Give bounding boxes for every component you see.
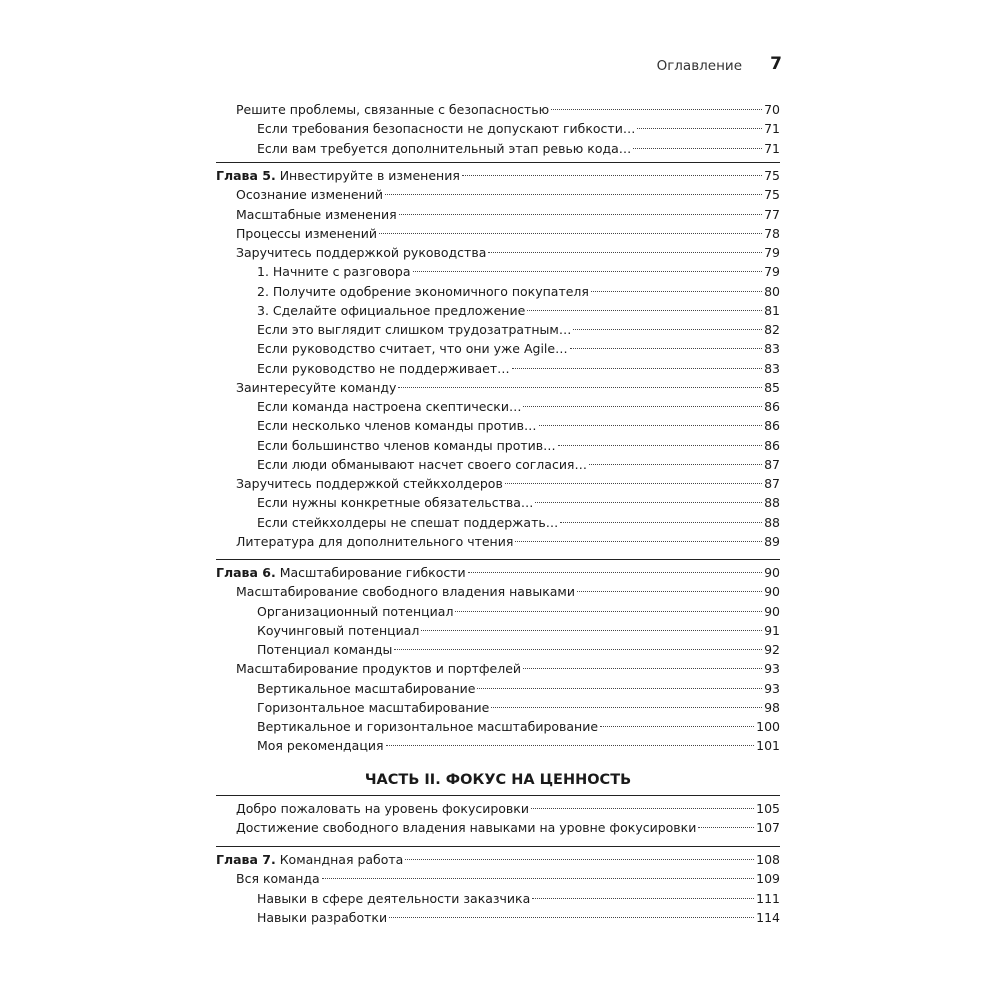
toc-entry-title (257, 640, 392, 660)
toc-page-number: 107 (756, 820, 780, 836)
dot-leader (558, 445, 762, 446)
dot-leader (589, 464, 762, 465)
toc-entry-title (236, 818, 696, 838)
toc-entry-title (257, 359, 510, 379)
toc-page-number: 101 (756, 738, 780, 754)
toc-page-number: 108 (756, 852, 780, 867)
toc-entry-title (216, 563, 466, 583)
dot-leader (560, 522, 762, 523)
toc-entry-title (257, 493, 533, 513)
toc-entry-title (257, 119, 635, 139)
dot-leader (455, 611, 762, 612)
toc-entry[interactable] (236, 205, 780, 225)
dot-leader (399, 214, 762, 215)
toc-entry[interactable] (257, 282, 780, 302)
toc-entry[interactable] (257, 698, 780, 718)
toc-entry[interactable] (257, 119, 780, 139)
entry-text: Вся команда (236, 871, 320, 887)
toc-page-number: 81 (764, 302, 780, 318)
toc-page-number: 93 (764, 680, 780, 696)
toc-entry-title (236, 659, 521, 679)
chapter-number: Глава 6. (216, 565, 276, 580)
toc-page-number: 85 (764, 379, 780, 395)
toc-entry[interactable] (257, 736, 780, 756)
toc-entry-title (236, 224, 377, 244)
toc-entry[interactable] (236, 474, 780, 494)
toc-entry-title (236, 474, 503, 494)
entry-text: Если команда настроена скептически… (257, 399, 522, 414)
entry-text: Навыки разработки (257, 909, 388, 925)
toc-entry[interactable] (236, 659, 780, 679)
toc-entry[interactable] (257, 602, 780, 622)
toc-entry[interactable] (257, 640, 780, 660)
entry-text: Процессы изменений (236, 225, 377, 241)
entry-text: Инвестируйте в изменения (279, 168, 460, 183)
toc-page-number: 90 (764, 603, 780, 619)
toc-entry-title (257, 397, 521, 417)
dot-leader (577, 591, 762, 592)
toc-entry[interactable] (257, 717, 780, 737)
dot-leader (539, 425, 763, 426)
dot-leader (413, 271, 763, 272)
dot-leader (637, 128, 762, 129)
toc-entry-title (257, 320, 571, 340)
entry-text: Навыки в сфере деятельности заказчика (257, 890, 531, 906)
toc-entry-title (257, 602, 453, 622)
chapter-number: Глава 5. (216, 168, 276, 183)
entry-text: Если вам требуется дополнительный этап ревью кода… (257, 140, 632, 156)
entry-text: 1. Начните с разговора (257, 264, 411, 280)
toc-entry-title (236, 243, 486, 263)
dot-leader (477, 688, 762, 689)
toc-entry[interactable] (257, 397, 780, 417)
entry-text: Если это выглядит слишком трудозатратным… (257, 322, 572, 337)
toc-entry[interactable] (236, 582, 780, 602)
dot-leader (491, 707, 762, 708)
toc-entry-title (257, 889, 530, 909)
toc-page-number: 80 (764, 283, 780, 299)
dot-leader (512, 368, 762, 369)
entry-text: Решите проблемы, связанные с безопасностью (236, 102, 550, 117)
toc-page-number: 100 (756, 719, 780, 734)
toc-entry-title (257, 621, 419, 641)
entry-text: Вертикальное и горизонтальное масштабирование (257, 719, 599, 734)
dot-leader (535, 502, 762, 503)
entry-text: Масштабирование продуктов и портфелей (236, 661, 522, 677)
toc-page-number: 71 (764, 140, 780, 156)
toc-entry[interactable] (257, 262, 780, 282)
toc-entry[interactable] (236, 185, 780, 205)
dot-leader (468, 572, 762, 573)
dot-leader (398, 387, 762, 388)
toc-entry-title (236, 799, 529, 819)
toc-page-number: 78 (764, 225, 780, 241)
entry-text: Моя рекомендация (257, 738, 384, 754)
entry-text: Если нужны конкретные обязательства… (257, 495, 534, 511)
toc-page-number: 79 (764, 245, 780, 260)
toc-page-number: 90 (764, 565, 780, 580)
toc-entry[interactable] (257, 908, 780, 928)
entry-text: Литература для дополнительного чтения (236, 533, 514, 549)
toc-page-number: 92 (764, 642, 780, 657)
toc-entry-title (257, 282, 589, 302)
entry-text: Масштабирование гибкости (279, 565, 466, 580)
entry-text: Потенциал команды (257, 642, 393, 657)
dot-leader (570, 348, 763, 349)
toc-entry-title (257, 908, 387, 928)
toc-chapter-entry[interactable] (216, 850, 780, 870)
toc-page-number: 93 (764, 661, 780, 677)
entry-text: Масштабные изменения (236, 206, 397, 222)
dot-leader (573, 329, 762, 330)
dot-leader (591, 291, 762, 292)
toc-entry-title (257, 736, 384, 756)
entry-text: Заинтересуйте команду (236, 379, 397, 395)
entry-text: Горизонтальное масштабирование (257, 699, 490, 715)
toc-entry-title (257, 717, 598, 737)
toc-entry[interactable] (236, 224, 780, 244)
entry-text: Коучинговый потенциал (257, 622, 420, 638)
toc-entry-title (257, 139, 631, 159)
toc-entry[interactable] (236, 869, 780, 889)
toc-entry[interactable] (257, 301, 780, 321)
toc-chapter-entry[interactable] (216, 563, 780, 583)
toc-entry[interactable] (236, 532, 780, 552)
entry-text: Вертикальное масштабирование (257, 680, 476, 696)
toc-entry[interactable] (257, 513, 780, 533)
toc-page-number: 105 (756, 801, 780, 816)
toc-entry-title (257, 698, 489, 718)
toc-page-number: 75 (764, 168, 780, 183)
dot-leader (379, 233, 762, 234)
toc-entry[interactable] (236, 799, 780, 819)
dot-leader (405, 859, 754, 860)
chapter-number: Глава 7. (216, 852, 276, 867)
toc-page-number: 90 (764, 584, 780, 600)
dot-leader (488, 252, 762, 253)
toc-entry-title (257, 416, 537, 436)
dot-leader (531, 808, 754, 809)
dot-leader (421, 630, 762, 631)
toc-page-number: 89 (764, 533, 780, 549)
toc-page-number: 86 (764, 418, 780, 434)
toc-page-number: 88 (764, 495, 780, 511)
entry-text: Если руководство считает, что они уже Agile… (257, 341, 568, 357)
dot-leader (515, 541, 762, 542)
toc-entry-title (257, 679, 475, 699)
toc-page-number: 88 (764, 514, 780, 530)
toc-entry-title (216, 166, 460, 186)
dot-leader (600, 726, 754, 727)
toc-page-number: 111 (756, 890, 780, 906)
toc-entry-title (236, 205, 397, 225)
entry-text: Осознание изменений (236, 187, 383, 203)
toc-entry[interactable] (236, 378, 780, 398)
section-divider (216, 162, 780, 163)
toc-entry[interactable] (257, 493, 780, 513)
entry-text: Организационный потенциал (257, 603, 454, 619)
dot-leader (505, 483, 762, 484)
toc-page-number: 109 (756, 871, 780, 887)
toc-page-number: 98 (764, 699, 780, 715)
entry-text: 3. Сделайте официальное предложение (257, 302, 526, 318)
toc-entry[interactable] (257, 889, 780, 909)
dot-leader (389, 917, 754, 918)
toc-page-number: 79 (764, 264, 780, 280)
dot-leader (527, 310, 762, 311)
toc-entry-title (236, 100, 549, 120)
entry-text: Если несколько членов команды против… (257, 418, 537, 434)
toc-entry-title (257, 301, 525, 321)
section-divider (216, 559, 780, 560)
toc-entry[interactable] (236, 100, 780, 120)
toc-page-number: 70 (764, 102, 780, 117)
toc-entry[interactable] (257, 320, 780, 340)
toc-entry[interactable] (236, 818, 780, 838)
toc-entry[interactable] (257, 436, 780, 456)
toc-entry[interactable] (257, 621, 780, 641)
toc-entry-title (236, 378, 396, 398)
toc-page-number: 75 (764, 187, 780, 203)
toc-entry-title (257, 262, 411, 282)
entry-text: 2. Получите одобрение экономичного покупателя (257, 283, 589, 299)
toc-page-number: 82 (764, 322, 780, 337)
toc-page-number: 83 (764, 360, 780, 376)
toc-entry[interactable] (257, 359, 780, 379)
toc-entry[interactable] (236, 243, 780, 263)
toc-entry-title (236, 532, 513, 552)
toc-entry-title (236, 185, 383, 205)
dot-leader (633, 148, 762, 149)
entry-text: Заручитесь поддержкой стейкхолдеров (236, 476, 503, 491)
section-divider (216, 795, 780, 796)
entry-text: Если большинство членов команды против… (257, 437, 556, 453)
toc-page-number: 87 (764, 476, 780, 491)
toc-page-number: 86 (764, 399, 780, 414)
page-number: 7 (770, 54, 782, 74)
dot-leader (385, 194, 762, 195)
dot-leader (523, 668, 762, 669)
part-title: ЧАСТЬ II. ФОКУС НА ЦЕННОСТЬ (364, 772, 632, 788)
toc-page-number: 86 (764, 437, 780, 453)
dot-leader (523, 406, 762, 407)
dot-leader (322, 878, 754, 879)
dot-leader (462, 175, 762, 176)
section-divider (216, 846, 780, 847)
entry-text: Достижение свободного владения навыками на уровне фокусировки (236, 820, 697, 836)
toc-entry[interactable] (257, 679, 780, 699)
toc-page-number: 87 (764, 456, 780, 472)
toc-entry-title (257, 455, 587, 475)
entry-text: Если люди обманывают насчет своего согласия… (257, 456, 587, 472)
running-head-title: Оглавление (656, 58, 742, 74)
dot-leader (551, 109, 762, 110)
toc-entry-title (236, 869, 320, 889)
toc-page-number: 91 (764, 622, 780, 638)
toc-entry-title (236, 582, 575, 602)
toc-page-number: 83 (764, 341, 780, 357)
entry-text: Масштабирование свободного владения навыками (236, 584, 575, 600)
entry-text: Если стейкхолдеры не спешат поддержать… (257, 514, 559, 530)
toc-chapter-entry[interactable] (216, 166, 780, 186)
toc-entry-title (257, 436, 556, 456)
dot-leader (698, 827, 754, 828)
toc-entry[interactable] (257, 339, 780, 359)
toc-entry[interactable] (257, 139, 780, 159)
toc-entry-title (216, 850, 403, 870)
dot-leader (532, 898, 754, 899)
entry-text: Заручитесь поддержкой руководства (236, 245, 487, 260)
page-header (0, 56, 1000, 76)
toc-entry-title (257, 339, 568, 359)
entry-text: Командная работа (279, 852, 404, 867)
dot-leader (386, 745, 755, 746)
toc-entry[interactable] (257, 416, 780, 436)
toc-page-number: 77 (764, 206, 780, 222)
toc-entry[interactable] (257, 455, 780, 475)
entry-text: Если требования безопасности не допускают гибкости… (257, 121, 636, 137)
entry-text: Если руководство не поддерживает… (257, 360, 510, 376)
toc-entry-title (257, 513, 558, 533)
toc-page-number: 71 (764, 121, 780, 137)
toc-page-number: 114 (756, 909, 780, 925)
dot-leader (394, 649, 762, 650)
entry-text: Добро пожаловать на уровень фокусировки (236, 801, 529, 816)
